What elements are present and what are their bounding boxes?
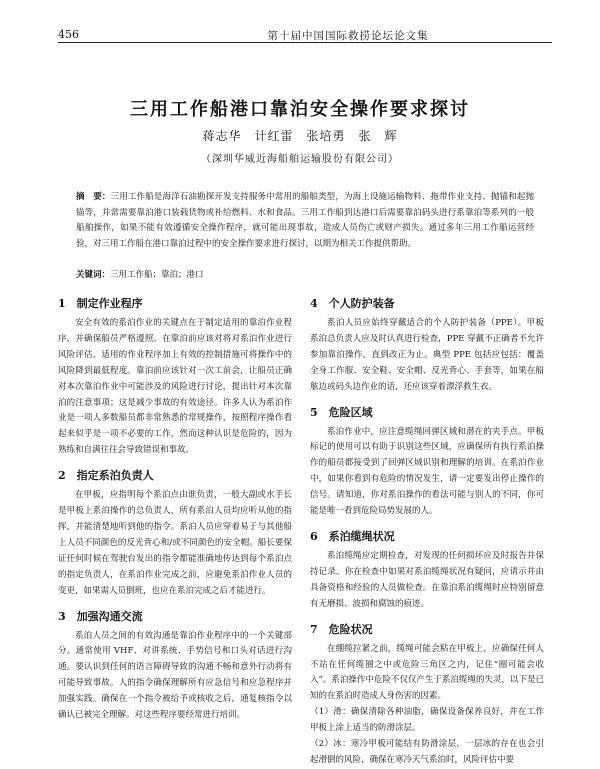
- right-column: [310, 290, 544, 769]
- abstract: [76, 190, 534, 252]
- section-3: [58, 609, 292, 724]
- section-heading: 1 制定作业程序: [58, 297, 143, 310]
- section-body: 系泊人员之间的有效沟通是靠泊作业程序中的一个关键部分。通常使用 VHF、对讲系统、手势信号和口头对话进行沟通。要认识到任何的语言障碍导致的沟通不畅和意外行动将有可能导致事故。人的指令确保理解所有应急信号和应急程序并加强实践。确保在一个指令被给予或核收之后，通复核指令以确认已被完全理解。对这些程序要经常进行培训。: [58, 630, 292, 721]
- section-body: 系泊缆绳应定期检查，对发现的任何损坏应及时报告并保持记录。你在检查中如果对系泊缆绳状况有疑问，应请示并由具备资格和经验的人员做检查。在靠泊系泊缆绳时应特别留意有无磨损、波损和腐蚀的痕迹。: [310, 550, 544, 609]
- section-heading: 3 加强沟通交流: [58, 609, 143, 623]
- running-title: 第十届中国国际救捞论坛论文集: [267, 30, 429, 42]
- left-column: [58, 290, 292, 724]
- section-body: 系泊人员应始终穿戴适合的个人防护装备（PPE）。甲板系泊总负责人应及时认真进行检查，PPE 穿戴不正确者不允许参加靠泊操作，直到改正为止。典型 PPE 包括应包括：覆盖全身工作服、安全鞋、安全帽、反光背心、手套等，如果在船舷边或码头边作业的话，还应该穿着漂浮救生衣。: [310, 318, 544, 392]
- abstract-text: 三用工作船是海洋石油勘探开发支持服务中常用的船舶类型，为海上设施运输物料、拖带作业支持、抛锚和起抛锚等，并常需要靠泊港口装载货物或补给燃料、水和食品。三用工作船到达港口后需要靠泊码头进行系靠泊等系列的一般船舶操作，如果不能有效遵循安全操作程序，就可能出现事故，造成人员伤亡或财产损失。通过多年三用工作船运营经验，对三用工作船在港口靠泊过程中的安全操作要求进行探讨，以期为相关工作提供帮助。: [76, 192, 534, 249]
- section-7: [310, 622, 544, 769]
- section-1: [58, 296, 292, 459]
- page-number: 456: [58, 28, 79, 41]
- section-4: [310, 296, 544, 396]
- section-heading: 5 危险区域: [310, 405, 373, 419]
- section-2: [58, 468, 292, 599]
- section-body: 安全有效的系泊作业的关键点在于制定适用的靠泊作业程序，并确保船员严格遵照。在靠泊前应该对将对系泊作业进行风险评估，适用的作业程序加上有效的控制措施可将操作中的风险降到最低程度。靠泊前应该针对一次工前会，让船员正确对本次靠泊作业中可能涉及的风险进行讨论，提出针对本次靠泊的注意事项；这是减少事故的有效途径。许多人认为系泊作业是一项人多数船员都非常熟悉的常规操作，按照程序操作看起来似乎是一项不必要的工作，然而这种认识是危险的，因为熟练和自满往往会导致错误和事故。: [58, 318, 292, 456]
- paper-title: 三用工作船港口靠泊安全操作要求探讨: [130, 99, 470, 120]
- section-heading: 2 指定系泊负责人: [58, 469, 154, 483]
- keywords-text: 三用工作船；靠泊；港口: [110, 270, 204, 280]
- paper-authors: 蒋志华 计红雷 张培勇 张 辉: [202, 129, 398, 143]
- keywords-label: 关键词：: [76, 270, 111, 280]
- section-body: 在甲板，应指明每个系泊点由谁负责，一般大副或水手长是甲板上系泊操作的总负责人，所有系泊人员均应听从他的指挥，并能清楚地听到他的指令。系泊人员应穿着易于与其他船上人员不同颜色的反光背心和/或不同颜色的安全帽。船长要保证任何时候在驾驶台发出的指令都能准确地传达到每个系泊点的指定负责人，在系泊作业完成之前，应避免系泊作业人员的变更，如果需人员倒班，也应在系泊完成之后才能进行。: [58, 490, 292, 596]
- section-heading: 4 个人防护装备: [310, 297, 395, 310]
- section-body: 系泊作业中，应注意缆绳回弹区域和潜在的夹手点。甲板标记的使用可以有助于识别这些区域，应确保所有执行系泊操作的船员都接受到了回弹区域识别和理解的培训。在系泊作业中，如果你看到有危险的情况发生，请一定要发出停止操作的信号。请知道，你对系泊操作的看法可能与别人的不同，你可能是唯一看到危险局势发展的人。: [310, 426, 544, 517]
- section-heading: 7 危险状况: [310, 622, 373, 636]
- section-5: [310, 405, 544, 520]
- section-heading: 6 系泊缆绳状况: [310, 529, 395, 543]
- paper-affiliation: （深圳华威近海船舶运输股份有限公司）: [201, 154, 399, 165]
- abstract-label: 摘 要：: [76, 192, 111, 202]
- header-rule: [58, 42, 552, 43]
- running-header: [0, 0, 600, 44]
- section-6: [310, 529, 544, 613]
- keywords: [76, 268, 534, 283]
- section-body: 在绷缆拉紧之前，缆绳可能会粘在甲板上，应确保任何人不站在任何缆圈之中或危险三角区之内，记住“圈可能会收入”。系泊操作中危险不仅仅产生于系泊缆绳的失灵，以下是已知的在系泊时造成人身伤害的因素。 （1）滑：确保清除各种油脂，确保设备保养良好，并在工作甲板上涂上适当的防滑涂层。 （2）冰：寒冷甲板可能结有防滑涂层，一层冰的存在也会引起滑倒的风险，确保在寒冷天气系泊时，风险评估中要: [310, 643, 544, 765]
